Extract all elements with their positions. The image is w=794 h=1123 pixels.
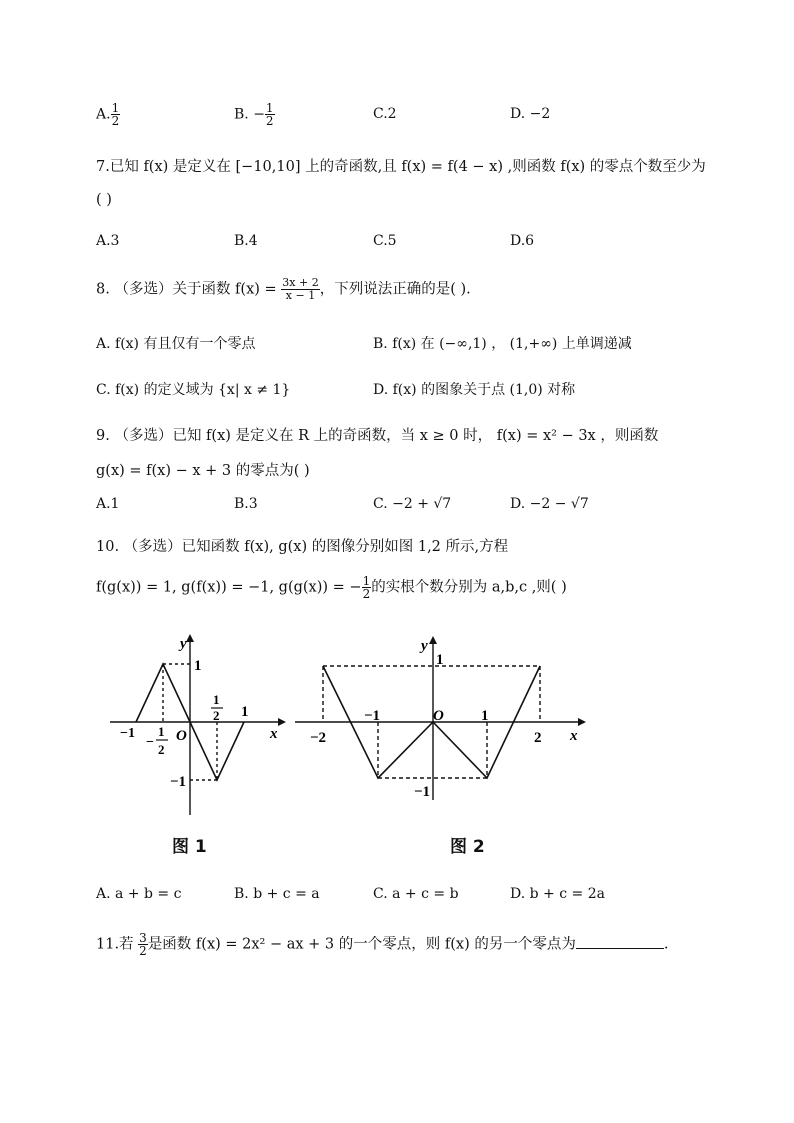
fig2-label-neg2: −2 xyxy=(310,730,327,746)
q8-frac-den: x − 1 xyxy=(285,289,316,302)
q6-option-a xyxy=(96,102,120,127)
fig1-label-half-num: 1 xyxy=(213,692,220,707)
q10-line2-pre: f(g(x)) = 1, g(f(x)) = −1, g(g(x)) = − xyxy=(96,579,362,596)
q11-pre: 11.若 xyxy=(96,936,139,953)
q10-line2-post: 的实根个数分别为 a,b,c ,则( ) xyxy=(371,579,567,596)
q11-stem xyxy=(96,932,668,957)
q6-option-c: C.2 xyxy=(373,106,397,122)
q10-stem-line2 xyxy=(96,575,567,600)
q7-stem-line2: ( ) xyxy=(96,192,112,208)
q8-frac-num: 3x + 2 xyxy=(282,276,319,289)
q8-option-a: A. f(x) 有且仅有一个零点 xyxy=(96,336,256,352)
fig1-y-label: y xyxy=(180,636,187,652)
q6-option-d: D. −2 xyxy=(510,106,551,122)
fig2-y-arrow xyxy=(429,636,437,644)
fig2-label-neg1: −1 xyxy=(364,708,381,724)
q9-option-d: D. −2 − √7 xyxy=(510,496,589,512)
q10-frac-den: 2 xyxy=(362,587,371,601)
fig1-label-1: 1 xyxy=(194,658,202,674)
q11-end: . xyxy=(663,936,669,953)
fig1-x-arrow xyxy=(278,718,286,726)
q6-option-b-fraction xyxy=(265,102,275,127)
q7-option-a: A.3 xyxy=(96,233,120,249)
q11-frac-num: 3 xyxy=(139,931,147,945)
q6-a-den: 2 xyxy=(111,114,120,128)
q10-frac-num: 1 xyxy=(362,574,371,588)
q7-option-b: B.4 xyxy=(234,233,258,249)
q6-option-a-prefix: A. xyxy=(96,106,111,123)
figure-2-caption: 图 2 xyxy=(450,837,485,857)
q6-option-b-prefix: B. − xyxy=(234,106,265,123)
q8-stem-pre: 8. （多选）关于函数 f(x) = xyxy=(96,281,282,298)
fig1-x-label: x xyxy=(270,726,278,742)
q10-option-d: D. b + c = 2a xyxy=(510,886,605,902)
q9-option-c: C. −2 + √7 xyxy=(373,496,452,512)
q8-option-b: B. f(x) 在 (−∞,1) ， (1,+∞) 上单调递减 xyxy=(373,336,632,352)
fig1-label-neg1: −1 xyxy=(120,726,135,741)
q6-option-a-fraction xyxy=(111,102,121,127)
q7-option-d: D.6 xyxy=(510,233,535,249)
q8-stem-post: ，下列说法正确的是( ). xyxy=(319,281,471,298)
q10-stem-line1: 10. （多选）已知函数 f(x), g(x) 的图像分别如图 1,2 所示,方程 xyxy=(96,539,509,555)
q6-a-num: 1 xyxy=(111,101,120,115)
fig2-label-1: 1 xyxy=(436,652,444,668)
figure-2-graph xyxy=(290,630,590,810)
q9-stem-line2: g(x) = f(x) − x + 3 的零点为( ) xyxy=(96,463,310,479)
q8-option-c: C. f(x) 的定义域为 {x| x ≠ 1} xyxy=(96,382,291,398)
q11-fraction xyxy=(138,932,148,957)
q6-b-den: 2 xyxy=(265,114,274,128)
fig2-y-label: y xyxy=(421,638,428,654)
fig1-y-arrow xyxy=(186,634,194,642)
fig1-label-half-den: 2 xyxy=(213,708,220,723)
q9-stem-line1: 9. （多选）已知 f(x) 是定义在 R 上的奇函数，当 x ≥ 0 时， f(x) = x² − 3x ，则函数 xyxy=(96,428,659,444)
q6-b-num: 1 xyxy=(265,101,274,115)
fig1-label-x1: 1 xyxy=(241,704,249,720)
q8-fraction xyxy=(281,277,319,302)
q11-post: 是函数 f(x) = 2x² − ax + 3 的一个零点，则 f(x) 的另一个零点为 xyxy=(147,936,576,953)
fig2-origin-label: O xyxy=(433,708,444,724)
q7-option-c: C.5 xyxy=(373,233,397,249)
fig2-label-y-neg1: −1 xyxy=(414,784,431,800)
q7-stem-line1: 7.已知 f(x) 是定义在 [−10,10] 上的奇函数,且 f(x) = f(4 − x) ,则函数 f(x) 的零点个数至少为 xyxy=(96,159,706,175)
q9-option-a: A.1 xyxy=(96,496,120,512)
q10-option-c: C. a + c = b xyxy=(373,886,459,902)
fig2-label-2: 2 xyxy=(534,730,542,746)
fig1-label-neg-half-sign: − xyxy=(146,735,154,750)
q8-option-d: D. f(x) 的图象关于点 (1,0) 对称 xyxy=(373,382,576,398)
figure-1-caption: 图 1 xyxy=(172,837,207,857)
fig2-label-x1: 1 xyxy=(481,708,489,724)
q8-stem xyxy=(96,277,471,302)
fig1-label-y-neg1: −1 xyxy=(170,774,187,790)
fig1-label-neg-half-den: 2 xyxy=(158,742,165,757)
fig1-origin-label: O xyxy=(176,728,187,744)
q9-option-b: B.3 xyxy=(234,496,258,512)
q11-answer-blank[interactable] xyxy=(576,934,664,949)
figure-1-graph xyxy=(100,630,290,830)
q11-frac-den: 2 xyxy=(139,944,147,958)
fig2-x-arrow xyxy=(578,718,586,726)
fig1-label-neg-half-num: 1 xyxy=(158,724,165,739)
fig2-x-label: x xyxy=(570,728,578,744)
q10-fraction xyxy=(362,575,372,600)
q6-option-b xyxy=(234,102,275,127)
q10-option-b: B. b + c = a xyxy=(234,886,320,902)
q10-option-a: A. a + b = c xyxy=(96,886,182,902)
